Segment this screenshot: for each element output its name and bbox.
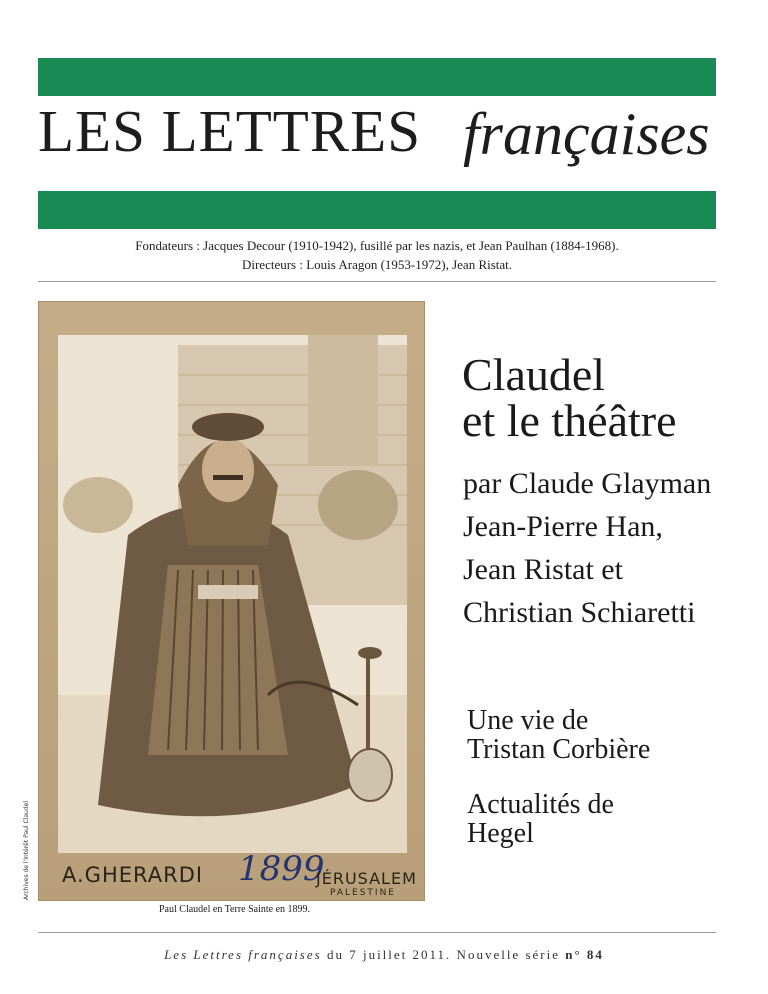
- handwritten-year: 1899: [238, 849, 325, 889]
- feature-1-line-2: Tristan Corbière: [467, 734, 651, 765]
- founders-block: [38, 236, 716, 274]
- photo-image: [58, 335, 407, 853]
- founders-line: Fondateurs : Jacques Decour (1910-1942), fusillé par les nazis, et Jean Paulhan (1884-1968).: [135, 238, 619, 253]
- feature-corbiere: [467, 706, 727, 764]
- photo-credit: Archives de l'Intérêt Paul Claudel: [23, 800, 30, 900]
- feature-hegel: [467, 790, 727, 848]
- directors-line: Directeurs : Louis Aragon (1953-1972), Jean Ristat.: [241, 257, 513, 272]
- footer-publication: Les Lettres françaises: [164, 947, 322, 962]
- authors-line-4: Christian Schiaretti: [463, 596, 696, 629]
- masthead-band-top: [38, 58, 716, 96]
- feature-1-line-1: Une vie de: [467, 705, 589, 736]
- photographer-signature: A.GHERARDI: [62, 863, 204, 887]
- cover-authors: [463, 462, 753, 634]
- issue-footer: [0, 947, 768, 963]
- authors-line-2: Jean-Pierre Han,: [463, 510, 663, 543]
- feature-2-line-1: Actualités de: [467, 789, 614, 820]
- masthead: [38, 98, 716, 190]
- authors-line-3: Jean Ristat et: [463, 553, 623, 586]
- divider-bottom: [38, 932, 716, 933]
- masthead-band-bottom: [38, 191, 716, 229]
- footer-issue: n° 84: [565, 947, 604, 962]
- portrait-illustration: [58, 335, 407, 853]
- headline-line-2: et le théâtre: [462, 395, 677, 446]
- authors-line-1: par Claude Glayman: [463, 467, 712, 500]
- masthead-title-upright: LES LETTRES: [38, 98, 422, 164]
- cover-photo: [38, 301, 425, 901]
- studio-region: PALESTINE: [330, 888, 396, 898]
- masthead-title-italic: françaises: [463, 101, 710, 167]
- cover-headline: [462, 349, 742, 446]
- studio-city: JÉRUSALEM: [316, 869, 417, 888]
- footer-date: du 7 juillet 2011. Nouvelle série: [321, 947, 566, 962]
- headline-line-1: Claudel: [462, 349, 606, 400]
- photo-caption: Paul Claudel en Terre Sainte en 1899.: [159, 904, 311, 915]
- divider-top: [38, 281, 716, 282]
- feature-2-line-2: Hegel: [467, 818, 534, 849]
